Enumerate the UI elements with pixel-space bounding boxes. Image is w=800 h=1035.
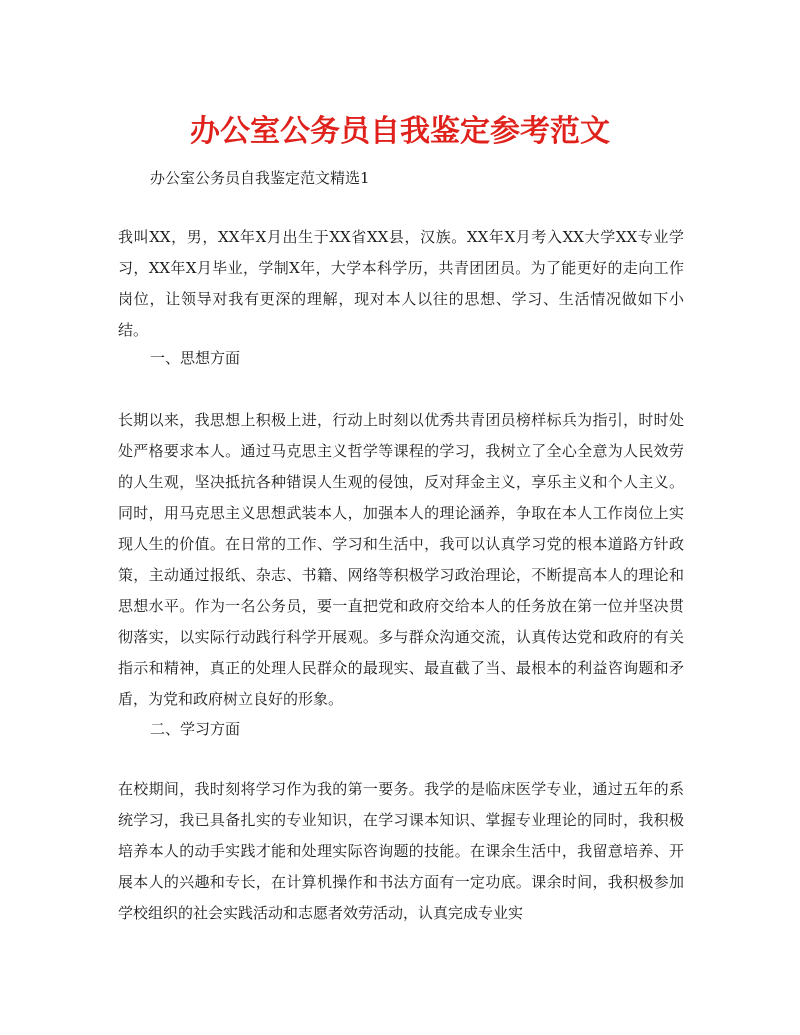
section-heading-thought: 一、思想方面: [150, 349, 241, 367]
section-heading-study: 二、学习方面: [150, 720, 241, 738]
document-title: 办公室公务员自我鉴定参考范文: [190, 114, 610, 149]
paragraph-thought: 长期以来，我思想上积极上进，行动上时刻以优秀共青团员榜样标兵为指引，时时处处严格要求本人。通过马克思主义哲学等课程的学习，我树立了全心全意为人民效劳的人生观，坚决抵抗各种错误人生观的侵蚀，反对拜金主义，享乐主义和个人主义。同时，用马克思主义思想武装本人，加强本人的理论涵养，争取在本人工作岗位上实现人生的价值。在日常的工作、学习和生活中，我可以认真学习党的根本道路方针政策，主动通过报纸、杂志、书籍、网络等积极学习政治理论，不断提高本人的理论和思想水平。作为一名公务员，要一直把党和政府交给本人的任务放在第一位并坚决贯彻落实，以实际行动践行科学开展观。多与群众沟通交流，认真传达党和政府的有关指示和精神，真正的处理人民群众的最现实、最直截了当、最根本的利益咨询题和矛盾，为党和政府树立良好的形象。: [118, 411, 684, 708]
paragraph-intro: 我叫XX，男，XX年X月出生于XX省XX县，汉族。XX年X月考入XX大学XX专业学习，XX年X月毕业，学制X年，大学本科学历，共青团团员。为了能更好的走向工作岗位，让领导对我有更深的理解，现对本人以往的思想、学习、生活情况做如下小结。: [118, 228, 684, 339]
paragraph-study: 在校期间，我时刻将学习作为我的第一要务。我学的是临床医学专业，通过五年的系统学习，我已具备扎实的专业知识，在学习课本知识、掌握专业理论的同时，我积极培养本人的动手实践才能和处理实际咨询题的技能。在课余生活中，我留意培养、开展本人的兴趣和专长，在计算机操作和书法方面有一定功底。课余时间，我积极参加学校组织的社会实践活动和志愿者效劳活动，认真完成专业实: [118, 780, 684, 922]
document-subtitle: 办公室公务员自我鉴定范文精选1: [150, 169, 370, 187]
